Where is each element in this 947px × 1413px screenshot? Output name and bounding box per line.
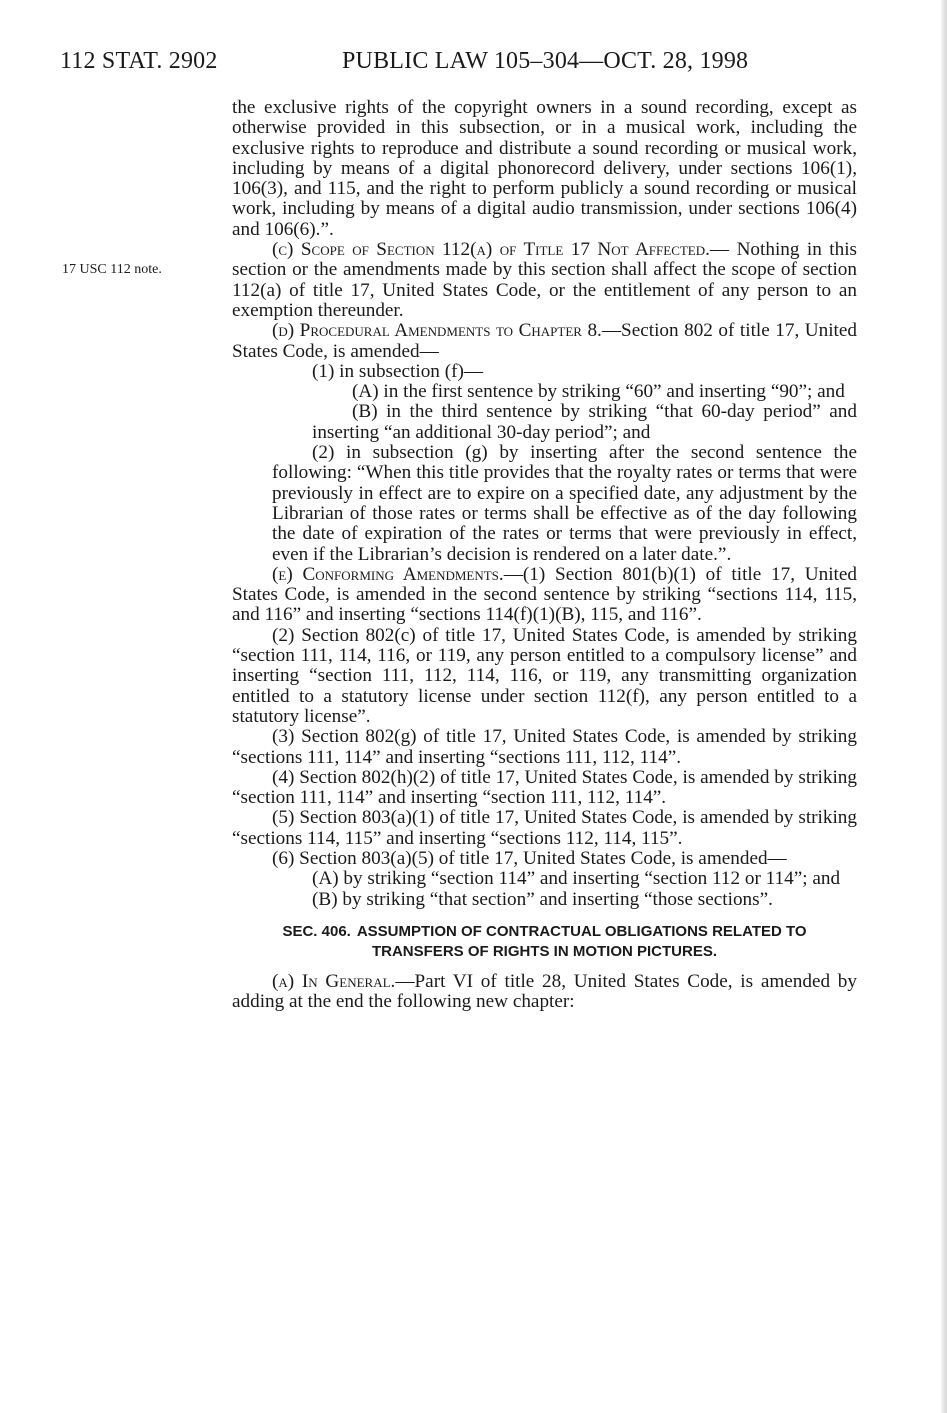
stat-citation: 112 STAT. 2902 — [60, 48, 218, 74]
section-title-line2: TRANSFERS OF RIGHTS IN MOTION PICTURES. — [371, 942, 717, 960]
subsection-a-heading: (a) In General.— — [272, 970, 415, 992]
document-body — [232, 98, 857, 1012]
subsection-a — [232, 972, 857, 1013]
paragraph-intro: the exclusive rights of the copyright owners in a sound recording, except as otherwise provided in this subsection, or in a musical work, including the exclusive rights to reproduce and distribute a sound recording or musical work, including by means of a digital phonorecord delivery, under sections 106(1), 106(3), and 115, and the right to perform publicly a sound recording or musical work, including by means of a digital audio transmission, under sections 106(4) and 106(6).”. — [232, 97, 857, 240]
subsection-e-text: (1) Section 801(b)(1) of title 17, United States Code, is amended in the second sentence by striking “sections 114, 115, and 116” and inserting “sections 114(f)(1)(B), 115, and 116”. — [232, 563, 857, 626]
subsection-d-heading: (d) Procedural Amendments to Chapter 8.— — [272, 320, 622, 342]
subsection-c-text: Nothing in this section or the amendments made by this section shall affect the scope of section 112(a) of title 17, United States Code, or the entitlement of any person to an exemption thereunder. — [232, 239, 857, 321]
paragraph-e6: (6) Section 803(a)(5) of title 17, United States Code, is amended— — [272, 847, 787, 869]
margin-note: 17 USC 112 note. — [62, 262, 162, 277]
public-law-title: PUBLIC LAW 105–304—OCT. 28, 1998 — [342, 48, 749, 74]
paragraph-d1a: (A) in the first sentence by striking “60” and inserting “90”; and — [352, 381, 845, 403]
subsection-e — [232, 565, 857, 626]
subsection-c-heading: (c) Scope of Section 112(a) of Title 17 Not Affected.— — [272, 239, 730, 261]
subsection-a-text: Part VI of title 28, United States Code, is amended by adding at the end the following new chapter: — [232, 970, 857, 1013]
subsection-d-text: Section 802 of title 17, United States Code, is amended— — [232, 320, 857, 362]
subsection-c — [232, 240, 857, 321]
paragraph-e6a: (A) by striking “section 114” and inserting “section 112 or 114”; and — [312, 868, 841, 890]
subsection-d — [232, 321, 857, 362]
paragraph-e2: (2) Section 802(c) of title 17, United States Code, is amended by striking “section 111, 114, 116, or 119, any person entitled to a compulsory license” and inserting “section 111, 112, 114, 116, or 119, any transmitting organization entitled to a statutory license under section 112(f), any person entitled to a statutory license”. — [232, 624, 857, 727]
paragraph-d2: (2) in subsection (g) by inserting after the second sentence the following: “When this title provides that the royalty rates or terms that were previously in effect are to expire on a specified date, any adjustment by the Librarian of those rates or terms shall be effective as of the day following the date of expiration of the rates or terms that were previously in effect, even if the Librarian’s decision is rendered on a later date.”. — [272, 442, 857, 565]
paragraph-d1b: (B) in the third sentence by striking “that 60-day period” and inserting “an additional 30-day period”; and — [312, 401, 857, 443]
section-title-line1: ASSUMPTION OF CONTRACTUAL OBLIGATIONS RELATED TO — [356, 922, 807, 940]
paragraph-e3: (3) Section 802(g) of title 17, United States Code, is amended by striking “sections 111, 114” and inserting “sections 111, 112, 114”. — [232, 726, 857, 768]
paragraph-e4: (4) Section 802(h)(2) of title 17, United States Code, is amended by striking “section 111, 114” and inserting “section 111, 112, 114”. — [232, 766, 857, 809]
page-edge — [941, 0, 947, 1413]
paragraph-d1: (1) in subsection (f)— — [312, 360, 484, 382]
paragraph-e6b: (B) by striking “that section” and inserting “those sections”. — [312, 888, 773, 910]
section-number: SEC. 406. — [282, 922, 351, 940]
subsection-e-heading: (e) Conforming Amendments.— — [272, 563, 523, 585]
paragraph-e5: (5) Section 803(a)(1) of title 17, United States Code, is amended by striking “sections 114, 115” and inserting “sections 112, 114, 115”. — [232, 807, 857, 849]
section-heading — [232, 922, 857, 962]
